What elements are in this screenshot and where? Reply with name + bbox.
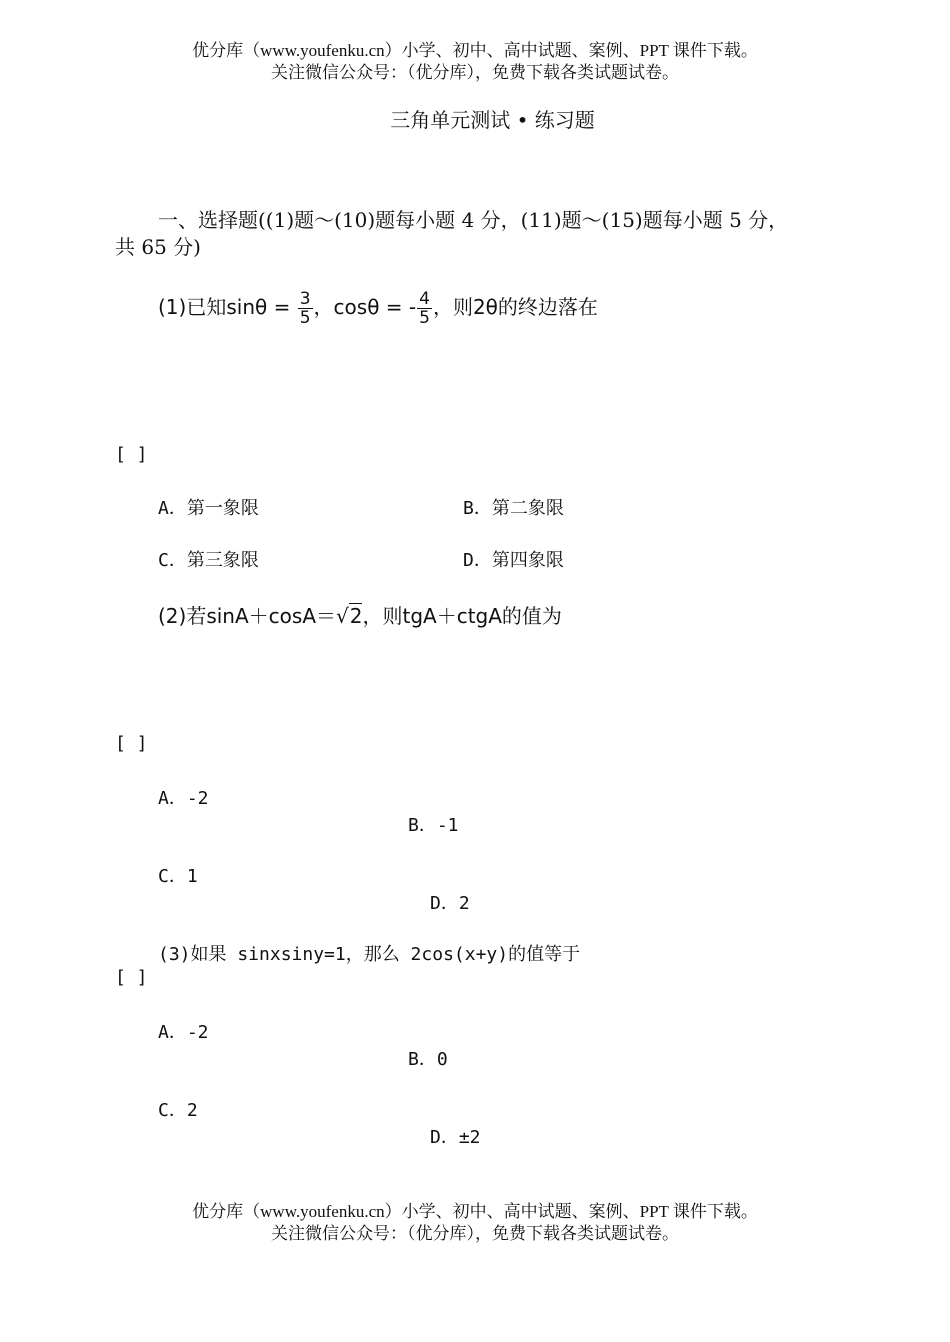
footer-line-2: 关注微信公众号：（优分库），免费下载各类试题试卷。 bbox=[271, 1224, 679, 1243]
q1-cos-denominator: 5 bbox=[419, 308, 430, 328]
question-1-option-c: C．第三象限 bbox=[158, 550, 259, 571]
document-title: 三角单元测试 • 练习题 bbox=[390, 108, 595, 132]
question-3-stem: (3)如果 sinxsiny=1，那么 2cos(x+y)的值等于 bbox=[158, 944, 581, 965]
q1-separator: ， bbox=[313, 295, 334, 319]
question-1-option-b: B．第二象限 bbox=[463, 498, 564, 519]
q2-suffix: ，则tgA＋ctgA的值为 bbox=[362, 604, 562, 628]
q1-sin: sinθ = bbox=[226, 295, 291, 319]
q1-cos-fraction bbox=[417, 290, 432, 327]
q2-prefix: (2)若sinA＋cosA＝√ bbox=[158, 604, 349, 628]
question-3-option-c: C．2 bbox=[158, 1100, 198, 1121]
question-1-answer-bracket: [ ] bbox=[115, 444, 148, 465]
question-2-option-c: C．1 bbox=[158, 866, 198, 887]
question-2-option-a: A．-2 bbox=[158, 788, 209, 809]
question-3-option-a: A．-2 bbox=[158, 1022, 209, 1043]
section-heading-line-2: 共 65 分) bbox=[115, 235, 201, 259]
header-line-2: 关注微信公众号：（优分库），免费下载各类试题试卷。 bbox=[271, 63, 679, 82]
q1-sin-fraction bbox=[298, 290, 313, 327]
question-3-answer-bracket: [ ] bbox=[115, 967, 148, 988]
question-3-option-d: D．±2 bbox=[430, 1127, 481, 1148]
question-1-stem bbox=[158, 290, 598, 327]
q1-sin-numerator: 3 bbox=[299, 289, 311, 309]
question-3-option-b: B．0 bbox=[408, 1049, 448, 1070]
question-2-answer-bracket: [ ] bbox=[115, 733, 148, 754]
q1-suffix: ，则2θ的终边落在 bbox=[432, 295, 598, 319]
question-1-option-a: A．第一象限 bbox=[158, 498, 259, 519]
section-heading-line-1: 一、选择题((1)题～(10)题每小题 4 分，(11)题～(15)题每小题 5 分， bbox=[158, 208, 789, 232]
question-2-option-b: B．-1 bbox=[408, 815, 459, 836]
footer-line-1: 优分库（www.youfenku.cn）小学、初中、高中试题、案例、PPT 课件下载。 bbox=[192, 1202, 758, 1221]
q2-radicand: 2 bbox=[349, 604, 363, 628]
q1-cos-numerator: 4 bbox=[419, 289, 430, 309]
q1-prefix: (1)已知 bbox=[158, 295, 227, 319]
question-2-stem bbox=[158, 600, 562, 629]
question-2-option-d: D．2 bbox=[430, 893, 470, 914]
q1-cos: cosθ = - bbox=[333, 295, 417, 319]
question-1-option-d: D．第四象限 bbox=[463, 550, 564, 571]
q1-sin-denominator: 5 bbox=[299, 308, 311, 328]
header-line-1: 优分库（www.youfenku.cn）小学、初中、高中试题、案例、PPT 课件下载。 bbox=[192, 41, 758, 60]
